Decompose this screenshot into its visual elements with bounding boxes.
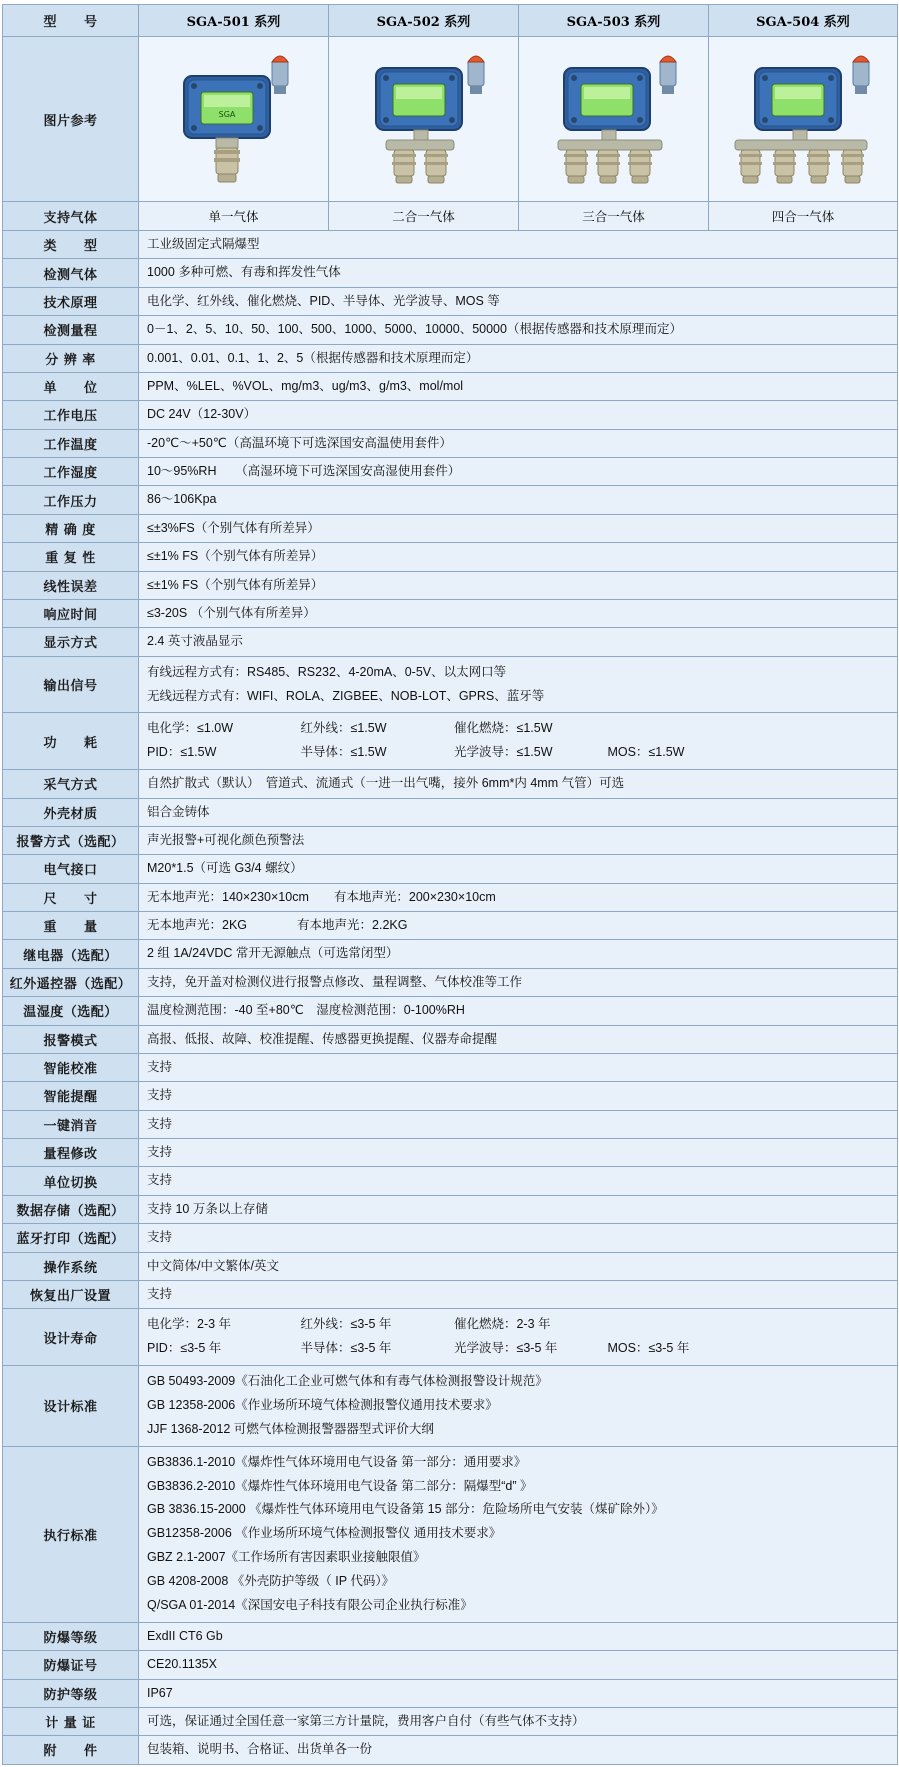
table-row <box>3 798 898 826</box>
life-item <box>454 1314 604 1336</box>
row-value: 支持，免开盖对检测仪进行报警点修改、量程调整、气体校准等工作 <box>139 968 898 996</box>
life-key: PID： <box>147 1341 181 1356</box>
row-label-image: 图片参考 <box>3 37 139 202</box>
design-standard-item: JJF 1368-2012 可燃气体检测报警器器型式评价大纲 <box>147 1421 434 1436</box>
table-row <box>3 287 898 315</box>
row-value: 自然扩散式（默认） 管道式、流通式（一进一出气嘴，接外 6mm*内 4mm 气管）可选 <box>139 770 898 798</box>
table-header-row <box>3 5 898 37</box>
row-value: 支持 <box>139 1053 898 1081</box>
row-label: 精 确 度 <box>3 514 139 542</box>
table-row <box>3 1679 898 1707</box>
row-label-power: 功 耗 <box>3 713 139 770</box>
execution-standard-value <box>139 1446 898 1622</box>
power-item <box>607 742 684 764</box>
life-key: MOS： <box>607 1341 649 1356</box>
table-row <box>3 997 898 1025</box>
power-val: ≤1.5W <box>350 745 387 760</box>
row-label-model: 型 号 <box>3 5 139 37</box>
row-label-design-standard: 设计标准 <box>3 1366 139 1447</box>
table-row <box>3 599 898 627</box>
row-label: 附 件 <box>3 1736 139 1764</box>
life-val: 2-3 年 <box>516 1317 551 1332</box>
model-header-1: SGA-501 系列 <box>139 5 329 37</box>
image-row <box>3 37 898 202</box>
table-row <box>3 1736 898 1764</box>
life-item <box>300 1338 450 1360</box>
execution-standard-item: GB12358-2006 《作业场所环境气体检测报警仪 通用技术要求》 <box>147 1526 502 1541</box>
row-value: 支持 <box>139 1224 898 1252</box>
row-value: 温度检测范围：-40 至+80℃ 湿度检测范围：0-100%RH <box>139 997 898 1025</box>
row-label: 尺 寸 <box>3 883 139 911</box>
supported-gas-4: 四合一气体 <box>709 202 898 231</box>
life-item <box>607 1338 689 1360</box>
model-header-2: SGA-502 系列 <box>329 5 519 37</box>
table-row <box>3 486 898 514</box>
row-label: 温湿度（选配） <box>3 997 139 1025</box>
life-key: 光学波导： <box>453 1341 517 1356</box>
supported-gas-row <box>3 202 898 231</box>
device-image-1 <box>139 37 329 202</box>
row-label: 报警方式（选配） <box>3 826 139 854</box>
row-label: 蓝牙打印（选配） <box>3 1224 139 1252</box>
row-label: 工作温度 <box>3 429 139 457</box>
row-label: 继电器（选配） <box>3 940 139 968</box>
table-row <box>3 1110 898 1138</box>
row-value: IP67 <box>139 1679 898 1707</box>
table-row <box>3 1167 898 1195</box>
table-row <box>3 259 898 287</box>
row-label: 检测量程 <box>3 316 139 344</box>
row-value: CE20.1135X <box>139 1651 898 1679</box>
row-value: 高报、低报、故障、校准提醒、传感器更换提醒、仪器寿命提醒 <box>139 1025 898 1053</box>
life-line-2 <box>147 1337 889 1361</box>
life-key: 催化燃烧： <box>453 1317 517 1332</box>
row-value: 支持 10 万条以上存储 <box>139 1195 898 1223</box>
table-row <box>3 1082 898 1110</box>
row-label: 量程修改 <box>3 1139 139 1167</box>
power-key: 催化燃烧： <box>453 721 517 736</box>
row-label: 防爆证号 <box>3 1651 139 1679</box>
row-value: 可选，保证通过全国任意一家第三方计量院，费用客户自付（有些气体不支持） <box>139 1707 898 1735</box>
execution-standard-item: GBZ 2.1-2007《工作场所有害因素职业接触限值》 <box>147 1550 426 1565</box>
row-label: 计 量 证 <box>3 1707 139 1735</box>
row-label: 恢复出厂设置 <box>3 1280 139 1308</box>
svg-text:SGA: SGA <box>218 109 235 119</box>
row-label: 工作湿度 <box>3 458 139 486</box>
row-value: 电化学、红外线、催化燃烧、PID、半导体、光学波导、MOS 等 <box>139 287 898 315</box>
design-standard-row <box>3 1366 898 1447</box>
row-label: 防爆等级 <box>3 1622 139 1650</box>
row-value: 铝合金铸体 <box>139 798 898 826</box>
row-value: M20*1.5（可选 G3/4 螺纹） <box>139 855 898 883</box>
power-key: PID： <box>147 745 181 760</box>
table-row <box>3 968 898 996</box>
row-label: 红外遥控器（选配） <box>3 968 139 996</box>
life-val: ≤3-5 年 <box>648 1341 690 1356</box>
power-val: ≤1.5W <box>350 721 387 736</box>
life-val: ≤3-5 年 <box>350 1317 392 1332</box>
output-line-wired: 有线远程方式有：RS485、RS232、4-20mA、0-5V、以太网口等 <box>147 664 507 679</box>
power-item <box>300 718 450 740</box>
device-image-2 <box>329 37 519 202</box>
row-value: 0－1、2、5、10、50、100、500、1000、5000、10000、50000（根据传感器和技术原理而定） <box>139 316 898 344</box>
design-standard-item: GB 50493-2009《石油化工企业可燃气体和有毒气体检测报警设计规范》 <box>147 1374 548 1388</box>
row-value: DC 24V（12-30V） <box>139 401 898 429</box>
row-value: 支持 <box>139 1082 898 1110</box>
row-label: 响应时间 <box>3 599 139 627</box>
row-value: ≤3-20S （个别气体有所差异） <box>139 599 898 627</box>
execution-standard-item: GB3836.1-2010《爆炸性气体环境用电气设备 第一部分：通用要求》 <box>147 1454 527 1469</box>
table-row <box>3 628 898 656</box>
design-life-row <box>3 1309 898 1366</box>
row-value: 声光报警+可视化颜色预警法 <box>139 826 898 854</box>
table-row <box>3 883 898 911</box>
table-row <box>3 316 898 344</box>
power-item <box>147 718 297 740</box>
row-label: 类 型 <box>3 231 139 259</box>
row-value: ≤±1% FS（个别气体有所差异） <box>139 571 898 599</box>
life-val: 2-3 年 <box>197 1317 232 1332</box>
table-row <box>3 571 898 599</box>
table-row <box>3 543 898 571</box>
row-label: 一键消音 <box>3 1110 139 1138</box>
row-value: 无本地声光：2KG 有本地声光：2.2KG <box>139 912 898 940</box>
row-value: ≤±1% FS（个别气体有所差异） <box>139 543 898 571</box>
row-value: PPM、%LEL、%VOL、mg/m3、ug/m3、g/m3、mol/mol <box>139 372 898 400</box>
row-label-supported-gas: 支持气体 <box>3 202 139 231</box>
power-item <box>454 718 604 740</box>
table-row <box>3 855 898 883</box>
execution-standard-item: GB3836.2-2010《爆炸性气体环境用电气设备 第二部分：隔爆型“d” 》 <box>147 1478 533 1493</box>
power-val: ≤1.5W <box>648 745 685 760</box>
row-label: 智能校准 <box>3 1053 139 1081</box>
row-value: 支持 <box>139 1167 898 1195</box>
row-value: 中文简体/中文繁体/英文 <box>139 1252 898 1280</box>
supported-gas-1: 单一气体 <box>139 202 329 231</box>
table-row <box>3 1224 898 1252</box>
device-image-3 <box>519 37 709 202</box>
row-label: 单 位 <box>3 372 139 400</box>
row-label: 工作压力 <box>3 486 139 514</box>
life-val: ≤3-5 年 <box>516 1341 558 1356</box>
execution-standard-item: Q/SGA 01-2014《深国安电子科技有限公司企业执行标准》 <box>147 1597 473 1612</box>
row-label: 分 辨 率 <box>3 344 139 372</box>
row-label: 重 复 性 <box>3 543 139 571</box>
table-row <box>3 1651 898 1679</box>
row-value: 工业级固定式隔爆型 <box>139 231 898 259</box>
row-value: 0.001、0.01、0.1、1、2、5（根据传感器和技术原理而定） <box>139 344 898 372</box>
power-key: 半导体： <box>300 745 351 760</box>
row-value: ExdII CT6 Gb <box>139 1622 898 1650</box>
life-key: 红外线： <box>300 1317 351 1332</box>
power-value <box>139 713 898 770</box>
row-label: 智能提醒 <box>3 1082 139 1110</box>
power-item <box>454 742 604 764</box>
table-row <box>3 429 898 457</box>
execution-standard-row <box>3 1446 898 1622</box>
device-image-4 <box>709 37 898 202</box>
power-line-2 <box>147 741 889 765</box>
execution-standard-item: GB 3836.15-2000 《爆炸性气体环境用电气设备第 15 部分：危险场所电气安装（煤矿除外）》 <box>147 1502 664 1517</box>
row-label: 数据存储（选配） <box>3 1195 139 1223</box>
table-row <box>3 458 898 486</box>
output-signal-row <box>3 656 898 713</box>
power-key: MOS： <box>607 745 649 760</box>
row-label: 重 量 <box>3 912 139 940</box>
row-label: 采气方式 <box>3 770 139 798</box>
specification-table <box>2 4 898 1765</box>
row-value: 支持 <box>139 1139 898 1167</box>
model-header-4: SGA-504 系列 <box>709 5 898 37</box>
row-value: 支持 <box>139 1110 898 1138</box>
table-row <box>3 1053 898 1081</box>
table-row <box>3 1252 898 1280</box>
life-val: ≤3-5 年 <box>180 1341 222 1356</box>
power-key: 电化学： <box>147 721 198 736</box>
design-life-value <box>139 1309 898 1366</box>
power-item <box>300 742 450 764</box>
row-label: 外壳材质 <box>3 798 139 826</box>
row-label-execution-standard: 执行标准 <box>3 1446 139 1622</box>
supported-gas-3: 三合一气体 <box>519 202 709 231</box>
table-row <box>3 1707 898 1735</box>
row-label: 操作系统 <box>3 1252 139 1280</box>
supported-gas-2: 二合一气体 <box>329 202 519 231</box>
design-standard-item: GB 12358-2006《作业场所环境气体检测报警仪通用技术要求》 <box>147 1397 498 1412</box>
table-row <box>3 1139 898 1167</box>
table-row <box>3 344 898 372</box>
table-row <box>3 372 898 400</box>
row-label: 电气接口 <box>3 855 139 883</box>
power-row <box>3 713 898 770</box>
life-key: 电化学： <box>147 1317 198 1332</box>
model-header-3: SGA-503 系列 <box>519 5 709 37</box>
row-value: 支持 <box>139 1280 898 1308</box>
life-line-1 <box>147 1313 889 1337</box>
row-label: 工作电压 <box>3 401 139 429</box>
life-item <box>300 1314 450 1336</box>
row-label: 技术原理 <box>3 287 139 315</box>
output-signal-value <box>139 656 898 713</box>
table-row <box>3 231 898 259</box>
row-value: ≤±3%FS（个别气体有所差异） <box>139 514 898 542</box>
row-value: 2.4 英寸液晶显示 <box>139 628 898 656</box>
table-row <box>3 514 898 542</box>
row-label-design-life: 设计寿命 <box>3 1309 139 1366</box>
table-row <box>3 401 898 429</box>
power-val: ≤1.0W <box>197 721 234 736</box>
power-item <box>147 742 297 764</box>
life-item <box>147 1314 297 1336</box>
table-row <box>3 1025 898 1053</box>
life-val: ≤3-5 年 <box>350 1341 392 1356</box>
power-val: ≤1.5W <box>516 745 553 760</box>
power-key: 红外线： <box>300 721 351 736</box>
table-row <box>3 912 898 940</box>
row-value: 1000 多种可燃、有毒和挥发性气体 <box>139 259 898 287</box>
row-label: 单位切换 <box>3 1167 139 1195</box>
design-standard-value <box>139 1366 898 1447</box>
table-row <box>3 770 898 798</box>
power-key: 光学波导： <box>453 745 517 760</box>
power-val: ≤1.5W <box>516 721 553 736</box>
row-value: 无本地声光：140×230×10cm 有本地声光：200×230×10cm <box>139 883 898 911</box>
table-row <box>3 1195 898 1223</box>
row-label: 线性误差 <box>3 571 139 599</box>
power-line-1 <box>147 717 889 741</box>
row-value: 10～95%RH （高湿环境下可选深国安高湿使用套件） <box>139 458 898 486</box>
row-label: 报警模式 <box>3 1025 139 1053</box>
table-row <box>3 1280 898 1308</box>
table-row <box>3 826 898 854</box>
table-row <box>3 940 898 968</box>
row-label: 显示方式 <box>3 628 139 656</box>
row-value: 86～106Kpa <box>139 486 898 514</box>
row-value: 2 组 1A/24VDC 常开无源触点（可选常闭型） <box>139 940 898 968</box>
row-label: 防护等级 <box>3 1679 139 1707</box>
row-value: -20℃～+50℃（高温环境下可选深国安高温使用套件） <box>139 429 898 457</box>
table-row <box>3 1622 898 1650</box>
row-label-output: 输出信号 <box>3 656 139 713</box>
life-item <box>147 1338 297 1360</box>
life-item <box>454 1338 604 1360</box>
row-value: 包装箱、说明书、合格证、出货单各一份 <box>139 1736 898 1764</box>
power-val: ≤1.5W <box>180 745 217 760</box>
output-line-wireless: 无线远程方式有：WIFI、ROLA、ZIGBEE、NOB-LOT、GPRS、蓝牙等 <box>147 688 545 703</box>
row-label: 检测气体 <box>3 259 139 287</box>
execution-standard-item: GB 4208-2008 《外壳防护等级（ IP 代码）》 <box>147 1574 395 1588</box>
life-key: 半导体： <box>300 1341 351 1356</box>
